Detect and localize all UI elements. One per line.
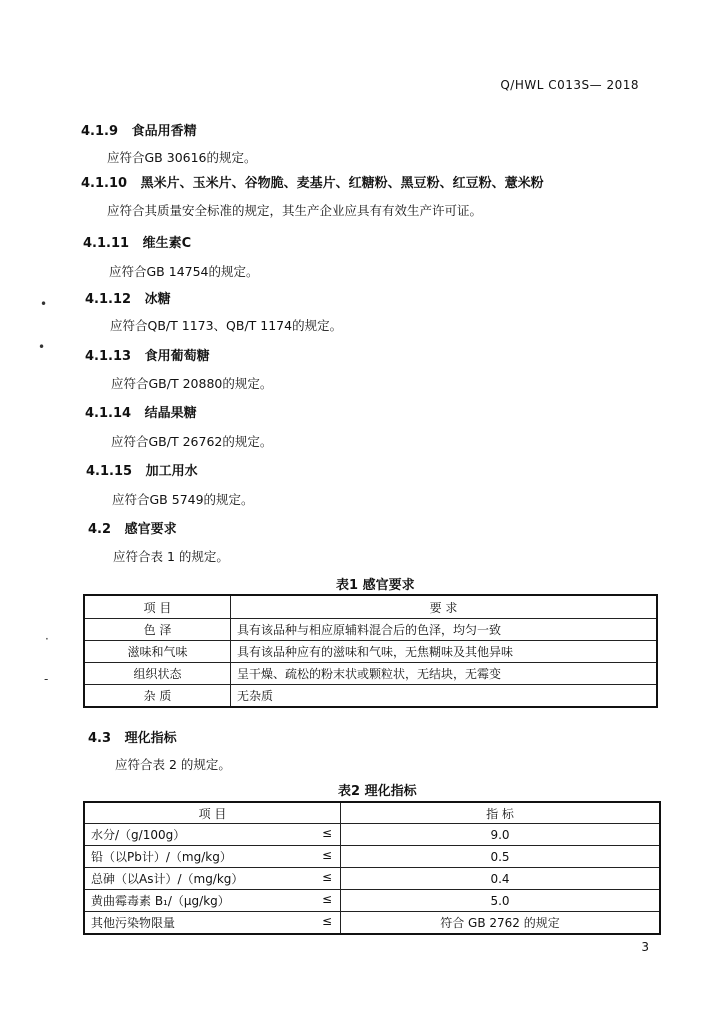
less-or-equal-symbol: ≤	[321, 892, 332, 906]
table-cell-requirement: 具有该品种与相应原辅料混合后的色泽，均匀一致	[231, 619, 658, 641]
table-cell-value: 5.0	[341, 890, 661, 912]
section-number: 4.1.12	[85, 292, 132, 307]
table-cell-requirement: 无杂质	[231, 685, 658, 708]
less-or-equal-symbol: ≤	[321, 826, 332, 840]
section-heading	[86, 460, 198, 479]
section-text: 应符合表 2 的规定。	[115, 757, 231, 772]
section-title: 结晶果糖	[144, 406, 197, 421]
section-title: 黑米片、玉米片、谷物脆、麦基片、红糖粉、黑豆粉、红豆粉、薏米粉	[140, 176, 544, 191]
table2-caption: 表2 理化指标	[338, 784, 417, 799]
section-number: 4.1.11	[83, 236, 130, 251]
table-header-cell: 项 目	[84, 595, 231, 619]
section-title: 食品用香精	[131, 124, 197, 139]
table-cell-requirement: 具有该品种应有的滋味和气味，无焦糊味及其他异味	[231, 641, 658, 663]
table-row	[84, 824, 660, 846]
document-code-header: Q/HWL C013S— 2018	[500, 78, 639, 92]
section-heading	[85, 345, 210, 364]
section-number: 4.3	[88, 731, 112, 746]
item-label: 总砷（以As计）/（mg/kg）	[91, 872, 244, 886]
table-row	[84, 846, 660, 868]
table-row	[84, 641, 657, 663]
section-text: 应符合GB 5749的规定。	[112, 492, 254, 507]
less-or-equal-symbol: ≤	[321, 848, 332, 862]
table-cell-item	[84, 890, 341, 912]
section-heading	[88, 518, 177, 537]
section-heading	[85, 288, 171, 307]
less-or-equal-symbol: ≤	[321, 914, 332, 928]
table-cell-value: 0.5	[341, 846, 661, 868]
section-title: 冰糖	[144, 292, 171, 307]
table-cell-value: 0.4	[341, 868, 661, 890]
section-title: 维生素C	[142, 236, 192, 251]
table-header-row	[84, 595, 657, 619]
section-heading	[81, 172, 544, 191]
table-row	[84, 912, 660, 935]
table-row	[84, 619, 657, 641]
table-cell-value: 9.0	[341, 824, 661, 846]
physicochemical-indicators-table	[83, 801, 661, 935]
item-label: 其他污染物限量	[91, 916, 176, 930]
table1-caption: 表1 感官要求	[336, 578, 415, 593]
section-number: 4.1.13	[85, 349, 132, 364]
scan-speck: •	[38, 340, 46, 354]
table-cell-item: 色 泽	[84, 619, 231, 641]
table-cell-item	[84, 824, 341, 846]
sensory-requirements-table	[83, 594, 658, 708]
page-number: 3	[641, 940, 649, 954]
section-text: 应符合GB 30616的规定。	[107, 150, 257, 165]
item-label: 水分/（g/100g）	[91, 828, 186, 842]
table-cell-requirement: 呈干燥、疏松的粉末状或颗粒状，无结块，无霉变	[231, 663, 658, 685]
table-cell-value: 符合 GB 2762 的规定	[341, 912, 661, 935]
item-label: 黄曲霉毒素 B₁/（μg/kg）	[91, 894, 230, 908]
table-header-cell: 项 目	[84, 802, 341, 824]
table-row	[84, 685, 657, 708]
section-heading	[88, 727, 177, 746]
section-text: 应符合QB/T 1173、QB/T 1174的规定。	[110, 318, 343, 333]
item-label: 铅（以Pb计）/（mg/kg）	[91, 850, 232, 864]
section-number: 4.1.15	[86, 464, 133, 479]
section-heading	[83, 232, 191, 251]
section-title: 加工用水	[145, 464, 198, 479]
section-number: 4.1.14	[85, 406, 132, 421]
table-header-row	[84, 802, 660, 824]
scan-speck: -	[44, 672, 49, 686]
section-number: 4.2	[88, 522, 112, 537]
table-cell-item	[84, 868, 341, 890]
table-cell-item: 杂 质	[84, 685, 231, 708]
section-heading	[85, 402, 197, 421]
section-heading	[81, 120, 197, 139]
table-row	[84, 890, 660, 912]
scan-speck: ·	[45, 632, 49, 646]
scan-speck: •	[40, 297, 48, 311]
section-text: 应符合其质量安全标准的规定，其生产企业应具有有效生产许可证。	[107, 203, 483, 218]
table-cell-item	[84, 846, 341, 868]
section-text: 应符合GB 14754的规定。	[109, 264, 259, 279]
table-header-cell: 要 求	[231, 595, 658, 619]
section-title: 食用葡萄糖	[144, 349, 210, 364]
less-or-equal-symbol: ≤	[321, 870, 332, 884]
table-header-cell: 指 标	[341, 802, 661, 824]
section-number: 4.1.9	[81, 124, 119, 139]
section-text: 应符合GB/T 26762的规定。	[111, 434, 273, 449]
section-text: 应符合GB/T 20880的规定。	[111, 376, 273, 391]
section-text: 应符合表 1 的规定。	[113, 549, 229, 564]
table-row	[84, 868, 660, 890]
table-cell-item	[84, 912, 341, 935]
section-title: 感官要求	[124, 522, 177, 537]
table-row	[84, 663, 657, 685]
section-title: 理化指标	[124, 731, 177, 746]
table-cell-item: 滋味和气味	[84, 641, 231, 663]
section-number: 4.1.10	[81, 176, 128, 191]
table-cell-item: 组织状态	[84, 663, 231, 685]
